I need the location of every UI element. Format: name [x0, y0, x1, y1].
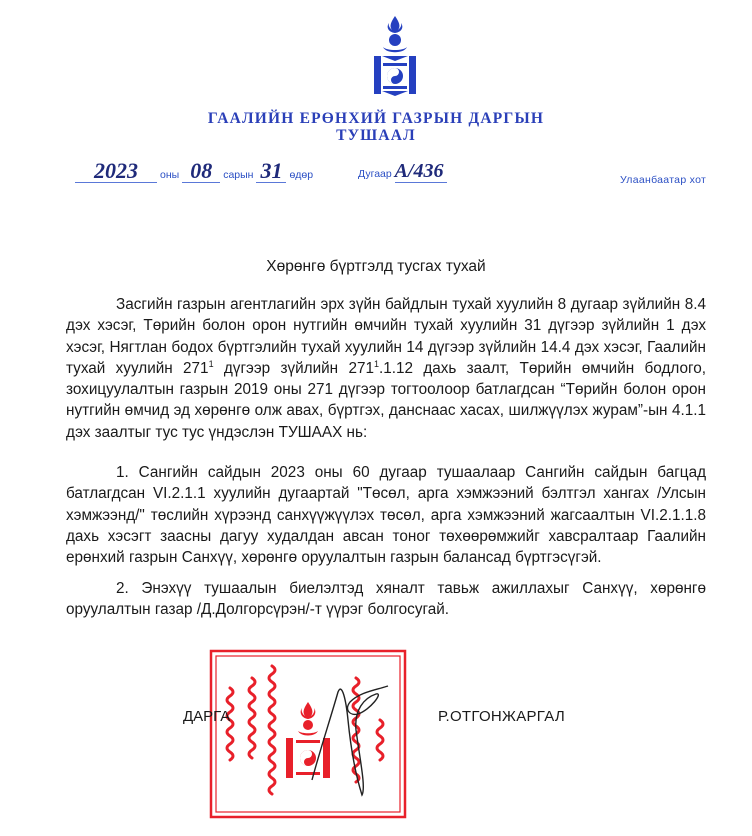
organization-line-2: ТУШААЛ [336, 127, 416, 144]
order-item-1: 1. Сангийн сайдын 2023 оны 60 дугаар тушаалаар Сангийн сайдын багцад батлагдсан VI.2.1.1 хуулийн дугаартай "Төсөл, арга хэмжээний бэлтгэл хангах /Улсын хэмжээнд/" төслийн хүрээнд санхүүжүүлэх төсөл, арга хэмжээний жагсаалтын VI.2.1.1.8 дахь хэсэгт заасны дагуу худалдан авсан тоног төхөөрөмжийг хавсралтаар Гаалийн ерөнхий газрын Санхүү, хөрөнгө оруулалтын газрын балансад бүртгэсүгэй. [66, 464, 706, 567]
number-label: Дугаар [358, 168, 392, 180]
date-year: 2023 [75, 160, 157, 183]
date-month: 08 [182, 160, 220, 183]
order-item-2: 2. Энэхүү тушаалын биелэлтэд хяналт тавьж ажиллахыг Санхүү, хөрөнгө оруулалтын газар /Д.Долгорсүрэн/-т үүрэг болгосугай. [66, 580, 706, 619]
month-label: сарын [223, 169, 254, 181]
organization-line-1: ГААЛИЙН ЕРӨНХИЙ ГАЗРЫН ДАРГЫН [207, 110, 545, 127]
signatory-name: Р.ОТГОНЖАРГАЛ [438, 708, 566, 725]
soyombo-emblem-icon [372, 14, 418, 98]
superscript-1: 1 [208, 358, 214, 369]
city-label: Улаанбаатар хот [620, 174, 707, 186]
preamble-text-1: Засгийн газрын агентлагийн эрх зүйн байдлын тухай хуулийн 8 дугаар зүйлийн 8.4 дэх хэсэг, Төрийн болон орон нутгийн өмчийн тухай хуулийн 31 дүгээр зүйлийн 1 дэх хэсэг, Нягтлан бодох бүртгэлийн тухай хуулийн 14 дүгээр зүйлийн 14.4 дэх хэсэг, Гаалийн тухай хуулийн 271 [66, 296, 706, 377]
handwritten-signature-icon [310, 670, 390, 800]
organization-title [0, 110, 752, 144]
document-subject: Хөрөнгө бүртгэлд тусгах тухай [266, 258, 486, 275]
date-day: 31 [256, 160, 286, 183]
superscript-2: 1 [373, 358, 379, 369]
year-label: оны [160, 169, 180, 181]
preamble-text-2: дүгээр зүйлийн 271 [213, 359, 374, 377]
order-number-line [358, 160, 447, 183]
order-number: А/436 [395, 160, 447, 183]
day-label: өдөр [289, 169, 314, 181]
signatory-title: ДАРГА [183, 708, 231, 725]
preamble-paragraph [66, 294, 706, 443]
preamble-text-3: .1.12 дахь заалт, Төрийн өмчийн бодлого, зохицуулалтын газрын 2019 оны 271 дүгээр тогтоолоор батлагдсан “Төрийн болон орон нутгийн өмчид эд хөрөнгө олж авах, бүртгэх, данснаас хасах, шилжүүлэх журам”-ын 4.1.1 дэх заалтыг тус тус үндэслэн ТУШААХ нь: [66, 359, 706, 441]
date-line [75, 160, 316, 183]
